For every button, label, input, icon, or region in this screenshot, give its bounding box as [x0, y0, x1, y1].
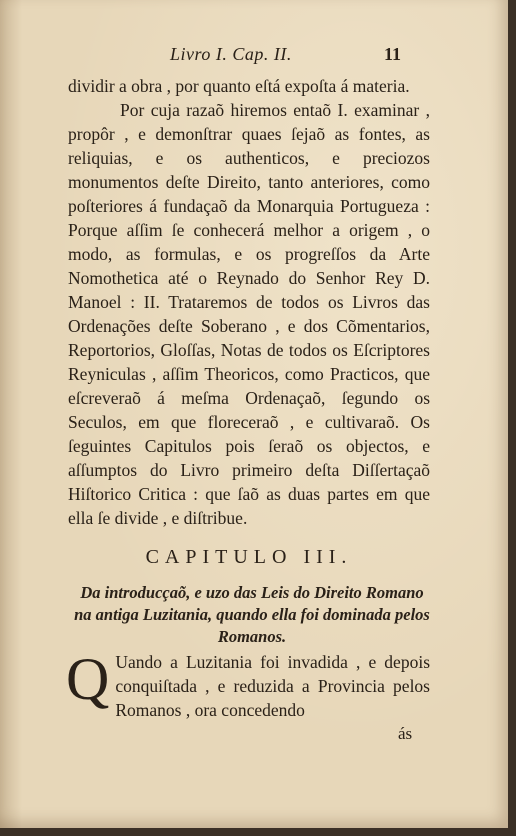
running-head: Livro I. Cap. II.	[170, 44, 292, 64]
paragraph-3-text: Uando a Luzitania foi invadida , e depois conquiſtada , e reduzida a Provincia pelos Romanos , ora concedendo	[115, 652, 430, 720]
page-header	[0, 44, 508, 68]
paragraph-3	[66, 646, 430, 722]
main-text	[68, 74, 430, 530]
drop-cap: Q	[66, 646, 110, 712]
catchword: ás	[398, 724, 413, 743]
paragraph-2: Por cuja razaõ hiremos entaõ I. examinar , propôr , e demonſtrar quaes ſejaõ as fontes, as reliquias, e os authenticos, e preciozos monumentos deſte Direito, tanto anteriores, como poſteriores á fundaçaõ da Monarquia Portugueza : Porque aſſim ſe conhecerá melhor a origem , o modo, as formulas, e os progreſſos da Arte Nomothetica até o Reynado do Senhor Rey D. Manoel : II. Trataremos de todos os Livros das Ordenações deſte Soberano , e dos Cõmentarios, Reportorios, Gloſſas, Notas de todos os Eſcriptores Reyniculas , aſſim Theoricos, como Practicos, que eſcreveraõ á meſma Ordenaçaõ, ſegundo os Seculos, em que floreceraõ , e cultivaraõ. Os ſeguintes Capitulos pois ſeraõ os objectos, e aſſumptos do Livro primeiro deſta Diſſertaçaõ Hiſtorico Critica : que ſaõ as duas partes em que ella ſe divide , e diſtribue.	[68, 100, 430, 528]
page-number: 11	[384, 44, 402, 64]
chapter-heading: CAPITULO III.	[145, 546, 353, 568]
chapter-subtitle: Da introducçaõ, e uzo das Leis do Direito Romano na antiga Luzitania, quando ella foi dominada pelos Romanos.	[74, 583, 430, 646]
paragraph-1: dividir a obra , por quanto eſtá expoſta á materia.	[68, 76, 410, 96]
